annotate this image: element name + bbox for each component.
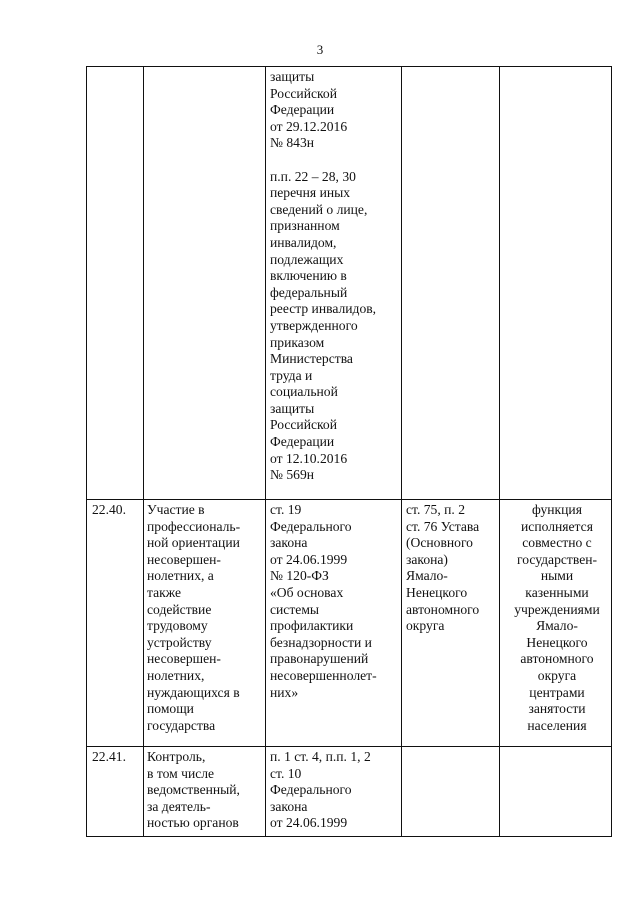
row2-legal-basis: ст. 19 Федерального закона от 24.06.1999 № 120-ФЗ «Об основах системы профилактики безнадзорности и правонарушений несовершеннолет- них» [270, 502, 377, 700]
column-divider-3 [401, 66, 402, 837]
row2-activity: Участие в профессиональ- ной ориентации несовершен- нолетних, а также содействие трудовому устройству несовершен- нолетних, нуждающихся в помощи государства [147, 502, 241, 733]
row3-number: 22.41. [92, 749, 126, 764]
table-border-bottom [86, 836, 612, 837]
page-number: 3 [316, 42, 324, 57]
column-divider-4 [499, 66, 500, 837]
table-border-left [86, 66, 87, 837]
row1-legal-basis: защиты Российской Федерации от 29.12.2016 № 843н п.п. 22 – 28, 30 перечня иных сведений о лице, признанном инвалидом, подлежащих включению в федеральный реестр инвалидов, утвержденного приказом Министерства труда и социальной защиты Российской Федерации от 12.10.2016 № 569н [270, 69, 377, 483]
table-border-right [611, 66, 612, 837]
table-border-top [86, 66, 612, 67]
row3-legal-basis: п. 1 ст. 4, п.п. 1, 2 ст. 10 Федерального закона от 24.06.1999 [270, 749, 371, 831]
row3-activity: Контроль, в том числе ведомственный, за деятель- ностью органов [147, 749, 240, 831]
row2-note: функция исполняется совместно с государствен- ными казенными учреждениями Ямало- Ненецкого автономного округа центрами занятости населения [514, 502, 600, 733]
row2-number: 22.40. [92, 502, 126, 517]
row2-regional-basis: ст. 75, п. 2 ст. 76 Устава (Основного закона) Ямало- Ненецкого автономного округа [406, 502, 480, 634]
row-divider-1 [86, 499, 612, 500]
column-divider-2 [265, 66, 266, 837]
column-divider-1 [143, 66, 144, 837]
row-divider-2 [86, 746, 612, 747]
